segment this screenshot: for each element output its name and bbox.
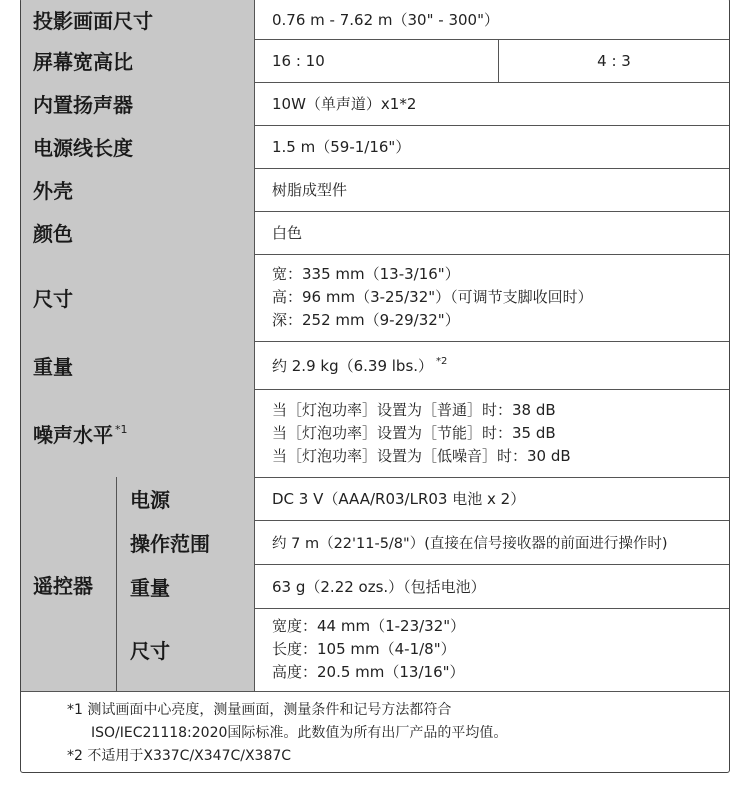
spec-row-housing xyxy=(21,168,729,212)
aspect-ratio-cells xyxy=(255,39,729,82)
row-label xyxy=(21,0,255,39)
row-label xyxy=(21,125,255,168)
row-value: 1.5 m（59-1/16"） xyxy=(272,138,411,156)
row-label: 尺寸 xyxy=(117,608,255,691)
row-value: 白色 xyxy=(272,224,303,242)
spec-row-dimensions xyxy=(21,254,729,342)
remote-height: 高度：20.5 mm（13/16"） xyxy=(272,663,465,681)
label-text: 电源线长度 xyxy=(33,136,133,160)
label-text: 噪声水平 xyxy=(33,422,113,447)
row-value xyxy=(255,389,729,477)
remote-length: 长度：105 mm（4-1/8"） xyxy=(272,640,456,658)
aspect-ratio-4-3: 4 : 3 xyxy=(597,51,631,70)
spec-row-noise xyxy=(21,389,729,478)
label-text: 重量 xyxy=(33,354,73,379)
remote-control-label: 遥控器 xyxy=(21,477,117,691)
spec-row-color xyxy=(21,211,729,255)
label-text: 外壳 xyxy=(33,179,73,203)
footnote-1: *1 测试画面中心亮度，测量画面，测量条件和记号方法都符合 xyxy=(67,702,452,718)
spec-table xyxy=(20,0,730,773)
spec-row-power-cord xyxy=(21,125,729,169)
row-label: 重量 xyxy=(117,564,255,608)
aspect-ratio-16-10: 16 : 10 xyxy=(255,39,499,82)
label-text: 屏幕宽高比 xyxy=(33,50,133,74)
row-label xyxy=(21,341,255,389)
dimension-width: 宽：335 mm（13-3/16"） xyxy=(272,265,460,283)
row-value xyxy=(255,608,729,691)
row-label xyxy=(21,82,255,125)
row-label: 电源 xyxy=(117,477,255,520)
remote-row-range xyxy=(117,520,729,565)
noise-quiet: 当［灯泡功率］设置为［低噪音］时：30 dB xyxy=(272,446,571,465)
spec-row-screen-size xyxy=(21,0,729,40)
spec-row-speaker xyxy=(21,82,729,126)
row-value: 63 g（2.22 ozs.）（包括电池） xyxy=(272,577,486,596)
noise-normal: 当［灯泡功率］设置为［普通］时：38 dB xyxy=(272,400,556,419)
remote-row-power xyxy=(117,477,729,521)
footnotes xyxy=(21,691,729,772)
weight-text: 约 2.9 kg（6.39 lbs.） xyxy=(272,356,434,375)
row-value xyxy=(255,341,729,389)
spec-row-weight xyxy=(21,341,729,390)
footnote-2: *2 不适用于X337C/X347C/X387C xyxy=(67,748,292,764)
row-label xyxy=(21,389,255,477)
label-text: 内置扬声器 xyxy=(33,93,133,117)
row-value xyxy=(255,254,729,341)
remote-row-dimensions xyxy=(117,608,729,691)
row-label xyxy=(21,254,255,341)
row-value: 0.76 m - 7.62 m（30" - 300"） xyxy=(272,10,499,29)
row-label xyxy=(21,39,255,82)
row-label: 操作范围 xyxy=(117,520,255,564)
dimension-depth: 深：252 mm（9-29/32"） xyxy=(272,311,460,329)
row-label xyxy=(21,211,255,254)
footnote-1-continued: ISO/IEC21118:2020国际标准。此数值为所有出厂产品的平均值。 xyxy=(91,725,508,741)
row-value: 10W（单声道）x1*2 xyxy=(272,95,417,113)
remote-control-group xyxy=(21,477,729,692)
row-value: 约 7 m（22'11-5/8"）(直接在信号接收器的前面进行操作时) xyxy=(272,535,668,552)
spec-row-aspect-ratio xyxy=(21,39,729,83)
remote-row-weight xyxy=(117,564,729,609)
remote-width: 宽度：44 mm（1-23/32"） xyxy=(272,617,466,635)
label-text: 尺寸 xyxy=(33,287,73,311)
dimension-height: 高：96 mm（3-25/32"）（可调节支脚收回时） xyxy=(272,288,593,306)
row-value: 树脂成型件 xyxy=(272,181,348,199)
footnote-ref: *1 xyxy=(115,422,128,436)
row-label xyxy=(21,168,255,211)
label-text: 投影画面尺寸 xyxy=(33,8,153,33)
footnote-ref: *2 xyxy=(436,355,448,367)
noise-eco: 当［灯泡功率］设置为［节能］时：35 dB xyxy=(272,423,556,442)
row-value: DC 3 V（AAA/R03/LR03 电池 x 2） xyxy=(272,490,526,508)
label-text: 颜色 xyxy=(33,222,73,246)
